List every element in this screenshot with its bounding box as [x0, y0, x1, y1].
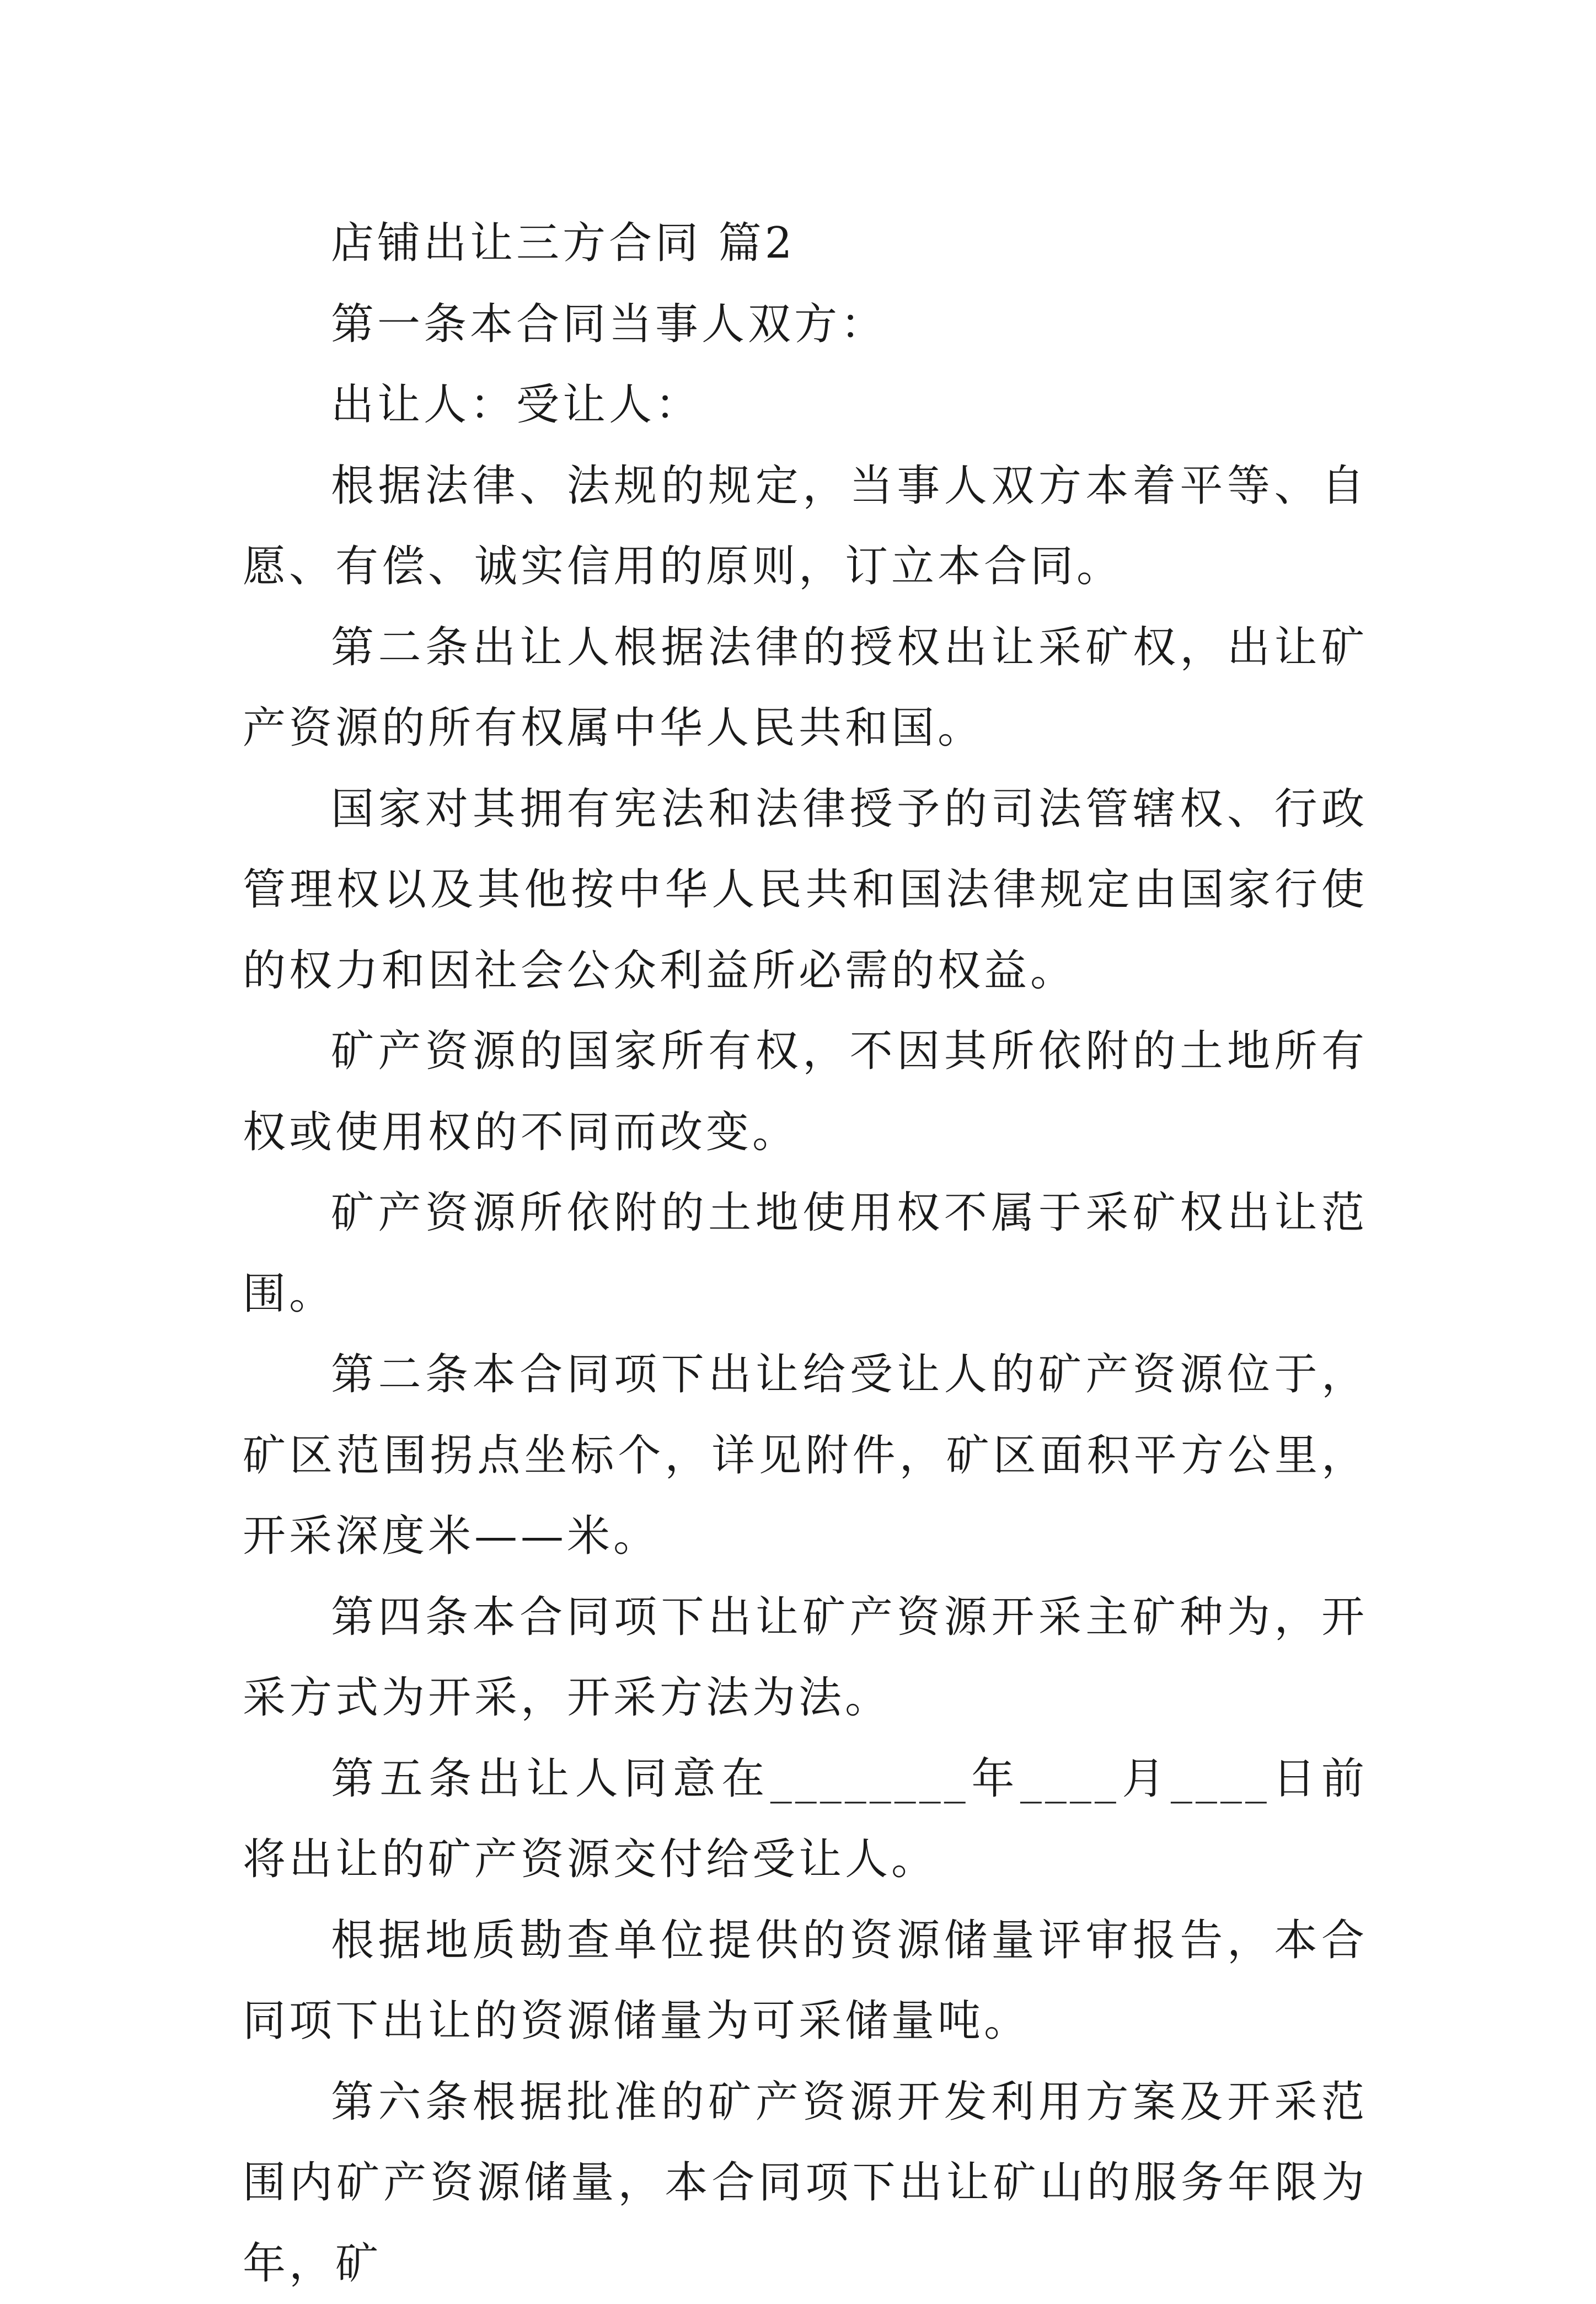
- document-title: 店铺出让三方合同 篇2: [243, 203, 1368, 284]
- paragraph: 第五条出让人同意在________年____月____日前将出让的矿产资源交付给受让人。: [243, 1739, 1368, 1900]
- paragraph: 矿产资源所依附的土地使用权不属于采矿权出让范围。: [243, 1173, 1368, 1334]
- paragraph: 第二条出让人根据法律的授权出让采矿权，出让矿产资源的所有权属中华人民共和国。: [243, 607, 1368, 769]
- paragraph: 根据地质勘查单位提供的资源储量评审报告，本合同项下出让的资源储量为可采储量吨。: [243, 1900, 1368, 2062]
- document-body: [243, 203, 1368, 2304]
- paragraph: 根据法律、法规的规定，当事人双方本着平等、自愿、有偿、诚实信用的原则，订立本合同。: [243, 446, 1368, 607]
- paragraph: 出让人：受让人：: [243, 365, 1368, 446]
- paragraph: 第一条本合同当事人双方：: [243, 284, 1368, 365]
- paragraph: 第四条本合同项下出让矿产资源开采主矿种为，开采方式为开采，开采方法为法。: [243, 1577, 1368, 1739]
- paragraph: 第二条本合同项下出让给受让人的矿产资源位于，矿区范围拐点坐标个，详见附件，矿区面积平方公里，开采深度米——米。: [243, 1334, 1368, 1577]
- paragraph: 矿产资源的国家所有权，不因其所依附的土地所有权或使用权的不同而改变。: [243, 1011, 1368, 1173]
- paragraph: 第六条根据批准的矿产资源开发利用方案及开采范围内矿产资源储量，本合同项下出让矿山的服务年限为年，矿: [243, 2062, 1368, 2304]
- paragraph: 国家对其拥有宪法和法律授予的司法管辖权、行政管理权以及其他按中华人民共和国法律规定由国家行使的权力和因社会公众利益所必需的权益。: [243, 769, 1368, 1012]
